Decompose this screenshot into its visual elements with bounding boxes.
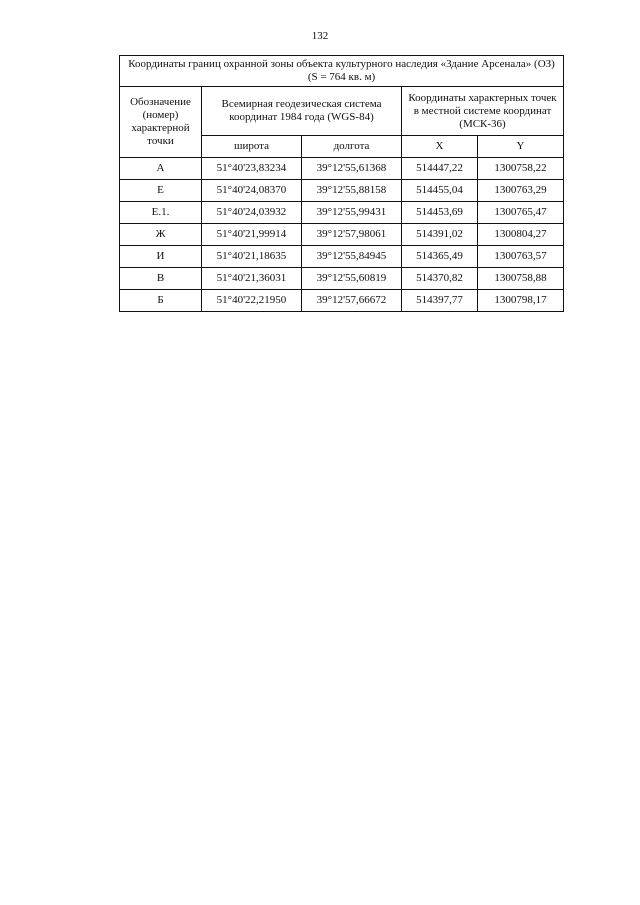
header-point: Обозначение (номер) характерной точки [120, 87, 202, 158]
cell-lon: 39°12'57,66672 [302, 290, 402, 312]
table-row [120, 158, 564, 180]
cell-lon: 39°12'55,60819 [302, 268, 402, 290]
cell-x: 514447,22 [402, 158, 478, 180]
cell-y: 1300763,29 [478, 180, 564, 202]
table-title: Координаты границ охранной зоны объекта культурного наследия «Здание Арсенала» (ОЗ) (S = 764 кв. м) [120, 56, 564, 87]
cell-lon: 39°12'57,98061 [302, 224, 402, 246]
table-row [120, 290, 564, 312]
header-msk: Координаты характерных точек в местной системе координат (МСК-36) [402, 87, 564, 136]
cell-lat: 51°40'24,08370 [202, 180, 302, 202]
cell-x: 514370,82 [402, 268, 478, 290]
cell-x: 514453,69 [402, 202, 478, 224]
cell-x: 514455,04 [402, 180, 478, 202]
cell-lat: 51°40'21,99914 [202, 224, 302, 246]
table-row [120, 224, 564, 246]
cell-lon: 39°12'55,84945 [302, 246, 402, 268]
cell-point: Б [120, 290, 202, 312]
cell-y: 1300758,22 [478, 158, 564, 180]
cell-point: А [120, 158, 202, 180]
page-number: 132 [311, 30, 329, 42]
cell-y: 1300798,17 [478, 290, 564, 312]
cell-y: 1300804,27 [478, 224, 564, 246]
header-wgs: Всемирная геодезическая система координат 1984 года (WGS-84) [202, 87, 402, 136]
header-lon: долгота [302, 136, 402, 158]
cell-point: В [120, 268, 202, 290]
table-row [120, 180, 564, 202]
cell-lat: 51°40'23,83234 [202, 158, 302, 180]
cell-point: Е [120, 180, 202, 202]
cell-point: Ж [120, 224, 202, 246]
cell-point: И [120, 246, 202, 268]
table-row [120, 268, 564, 290]
header-x: X [402, 136, 478, 158]
cell-x: 514391,02 [402, 224, 478, 246]
cell-x: 514397,77 [402, 290, 478, 312]
cell-lon: 39°12'55,61368 [302, 158, 402, 180]
cell-lat: 51°40'24,03932 [202, 202, 302, 224]
cell-lon: 39°12'55,88158 [302, 180, 402, 202]
cell-lat: 51°40'21,36031 [202, 268, 302, 290]
cell-x: 514365,49 [402, 246, 478, 268]
cell-y: 1300763,57 [478, 246, 564, 268]
cell-y: 1300758,88 [478, 268, 564, 290]
header-y: Y [478, 136, 564, 158]
cell-point: Е.1. [120, 202, 202, 224]
table-row [120, 246, 564, 268]
header-lat: широта [202, 136, 302, 158]
cell-lon: 39°12'55,99431 [302, 202, 402, 224]
cell-lat: 51°40'22,21950 [202, 290, 302, 312]
table-row [120, 202, 564, 224]
cell-lat: 51°40'21,18635 [202, 246, 302, 268]
coordinates-table [119, 55, 564, 312]
cell-y: 1300765,47 [478, 202, 564, 224]
